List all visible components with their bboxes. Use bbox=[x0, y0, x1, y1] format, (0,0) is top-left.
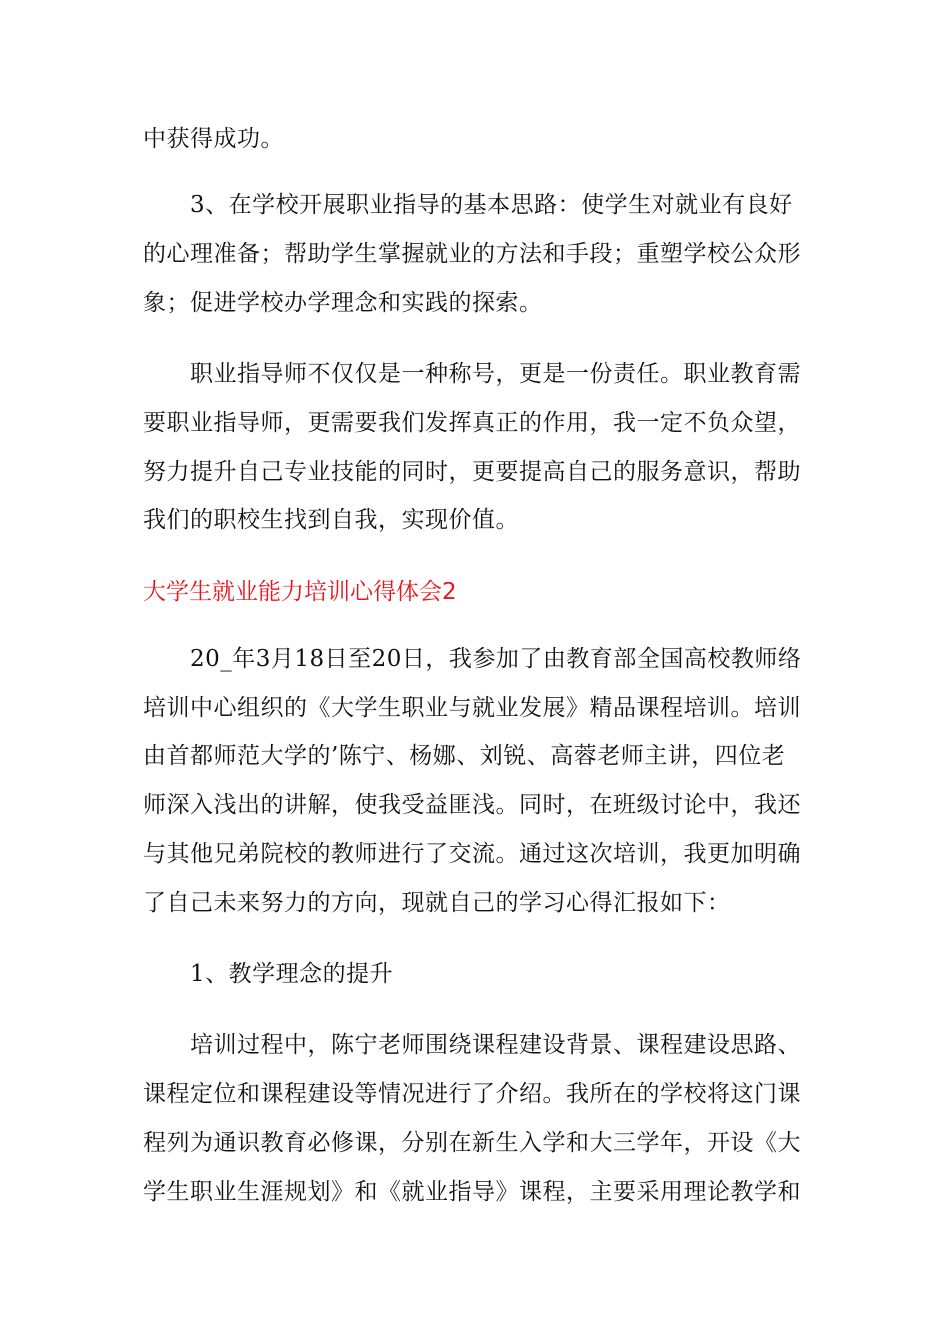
text-line-3: 的心理准备；帮助学生掌握就业的方法和手段；重塑学校公众形 bbox=[143, 241, 801, 267]
text-line-8: 我们的职校生找到自我，实现价值。 bbox=[143, 507, 519, 533]
text-line-18: 课程定位和课程建设等情况进行了介绍。我所在的学校将这门课 bbox=[143, 1081, 801, 1107]
text-line-4: 象；促进学校办学理念和实践的探索。 bbox=[143, 290, 543, 316]
text-line-16: 1、教学理念的提升 bbox=[190, 961, 394, 987]
text-line-20: 学生职业生涯规划》和《就业指导》课程，主要采用理论教学和 bbox=[143, 1179, 801, 1205]
text-line-2: 3、在学校开展职业指导的基本思路：使学生对就业有良好 bbox=[190, 192, 793, 218]
text-line-19: 程列为通识教育必修课，分别在新生入学和大三学年，开设《大 bbox=[143, 1130, 801, 1156]
text-line-17: 培训过程中，陈宁老师围绕课程建设背景、课程建设思路、 bbox=[190, 1032, 801, 1058]
text-line-7: 努力提升自己专业技能的同时，更要提高自己的服务意识，帮助 bbox=[143, 459, 801, 485]
text-line-12: 由首都师范大学的’陈宁、杨娜、刘锐、高蓉老师主讲，四位老 bbox=[143, 743, 786, 769]
text-line-5: 职业指导师不仅仅是一种称号，更是一份责任。职业教育需 bbox=[190, 361, 801, 387]
section-heading: 大学生就业能力培训心得体会2 bbox=[143, 579, 457, 605]
text-line-14: 与其他兄弟院校的教师进行了交流。通过这次培训，我更加明确 bbox=[143, 841, 801, 867]
text-line-13: 师深入浅出的讲解，使我受益匪浅。同时，在班级讨论中，我还 bbox=[143, 792, 801, 818]
text-line-11: 培训中心组织的《大学生职业与就业发展》精品课程培训。培训 bbox=[143, 695, 801, 721]
text-line-6: 要职业指导师，更需要我们发挥真正的作用，我一定不负众望， bbox=[143, 410, 801, 436]
text-line-10: 20_年3月18日至20日，我参加了由教育部全国高校教师络 bbox=[190, 646, 802, 672]
text-line-1: 中获得成功。 bbox=[143, 126, 284, 152]
text-line-15: 了自己未来努力的方向，现就自己的学习心得汇报如下： bbox=[143, 890, 731, 916]
